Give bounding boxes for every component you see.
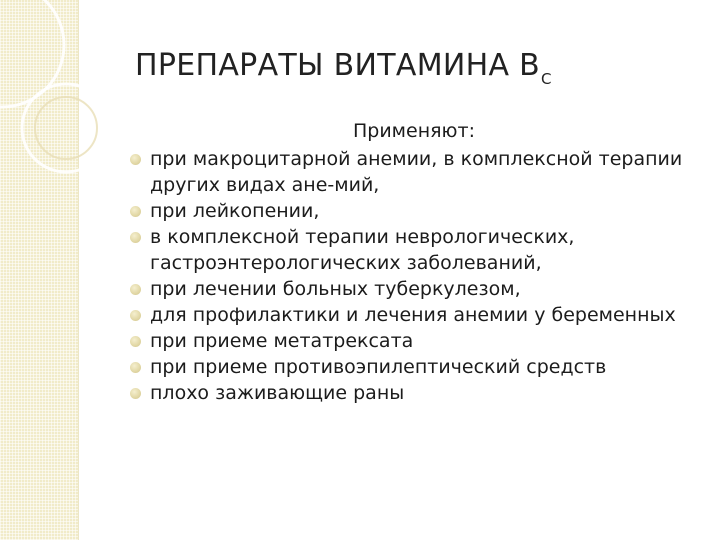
list-item — [130, 276, 705, 302]
bullet-icon — [130, 336, 141, 347]
list-item-text: плохо заживающие раны — [150, 382, 405, 404]
lead-text: Применяют: — [352, 120, 476, 142]
indications-list — [130, 146, 705, 406]
list-item — [130, 224, 705, 276]
list-item — [130, 302, 705, 328]
decorative-circles-graphic — [0, 0, 110, 220]
list-item — [130, 146, 705, 198]
list-item-text: при макроцитарной анемии, в комплексной терапии других видах ане-мий, — [150, 148, 683, 196]
slide-title-subscript: С — [541, 70, 552, 88]
bullet-icon — [130, 310, 141, 321]
bullet-icon — [130, 284, 141, 295]
list-item — [130, 354, 705, 380]
list-item — [130, 198, 705, 224]
bullet-icon — [130, 154, 141, 165]
bullet-icon — [130, 362, 141, 373]
list-item — [130, 380, 705, 406]
slide-title-main: ПРЕПАРАТЫ ВИТАМИНА В — [135, 48, 541, 83]
bullet-icon — [130, 388, 141, 399]
list-item-text: при лейкопении, — [150, 200, 320, 222]
bullet-icon — [130, 232, 141, 243]
bullet-icon — [130, 206, 141, 217]
list-item-text: для профилактики и лечения анемии у беременных — [150, 304, 676, 326]
list-item-text: при приеме противоэпилептический средств — [150, 356, 607, 378]
list-item — [130, 328, 705, 354]
list-item-text: при приеме метатрексата — [150, 330, 414, 352]
list-item-text: при лечении больных туберкулезом, — [150, 278, 521, 300]
list-item-text: в комплексной терапии неврологических, гастроэнтерологических заболеваний, — [150, 226, 575, 274]
slide-title — [135, 48, 552, 88]
